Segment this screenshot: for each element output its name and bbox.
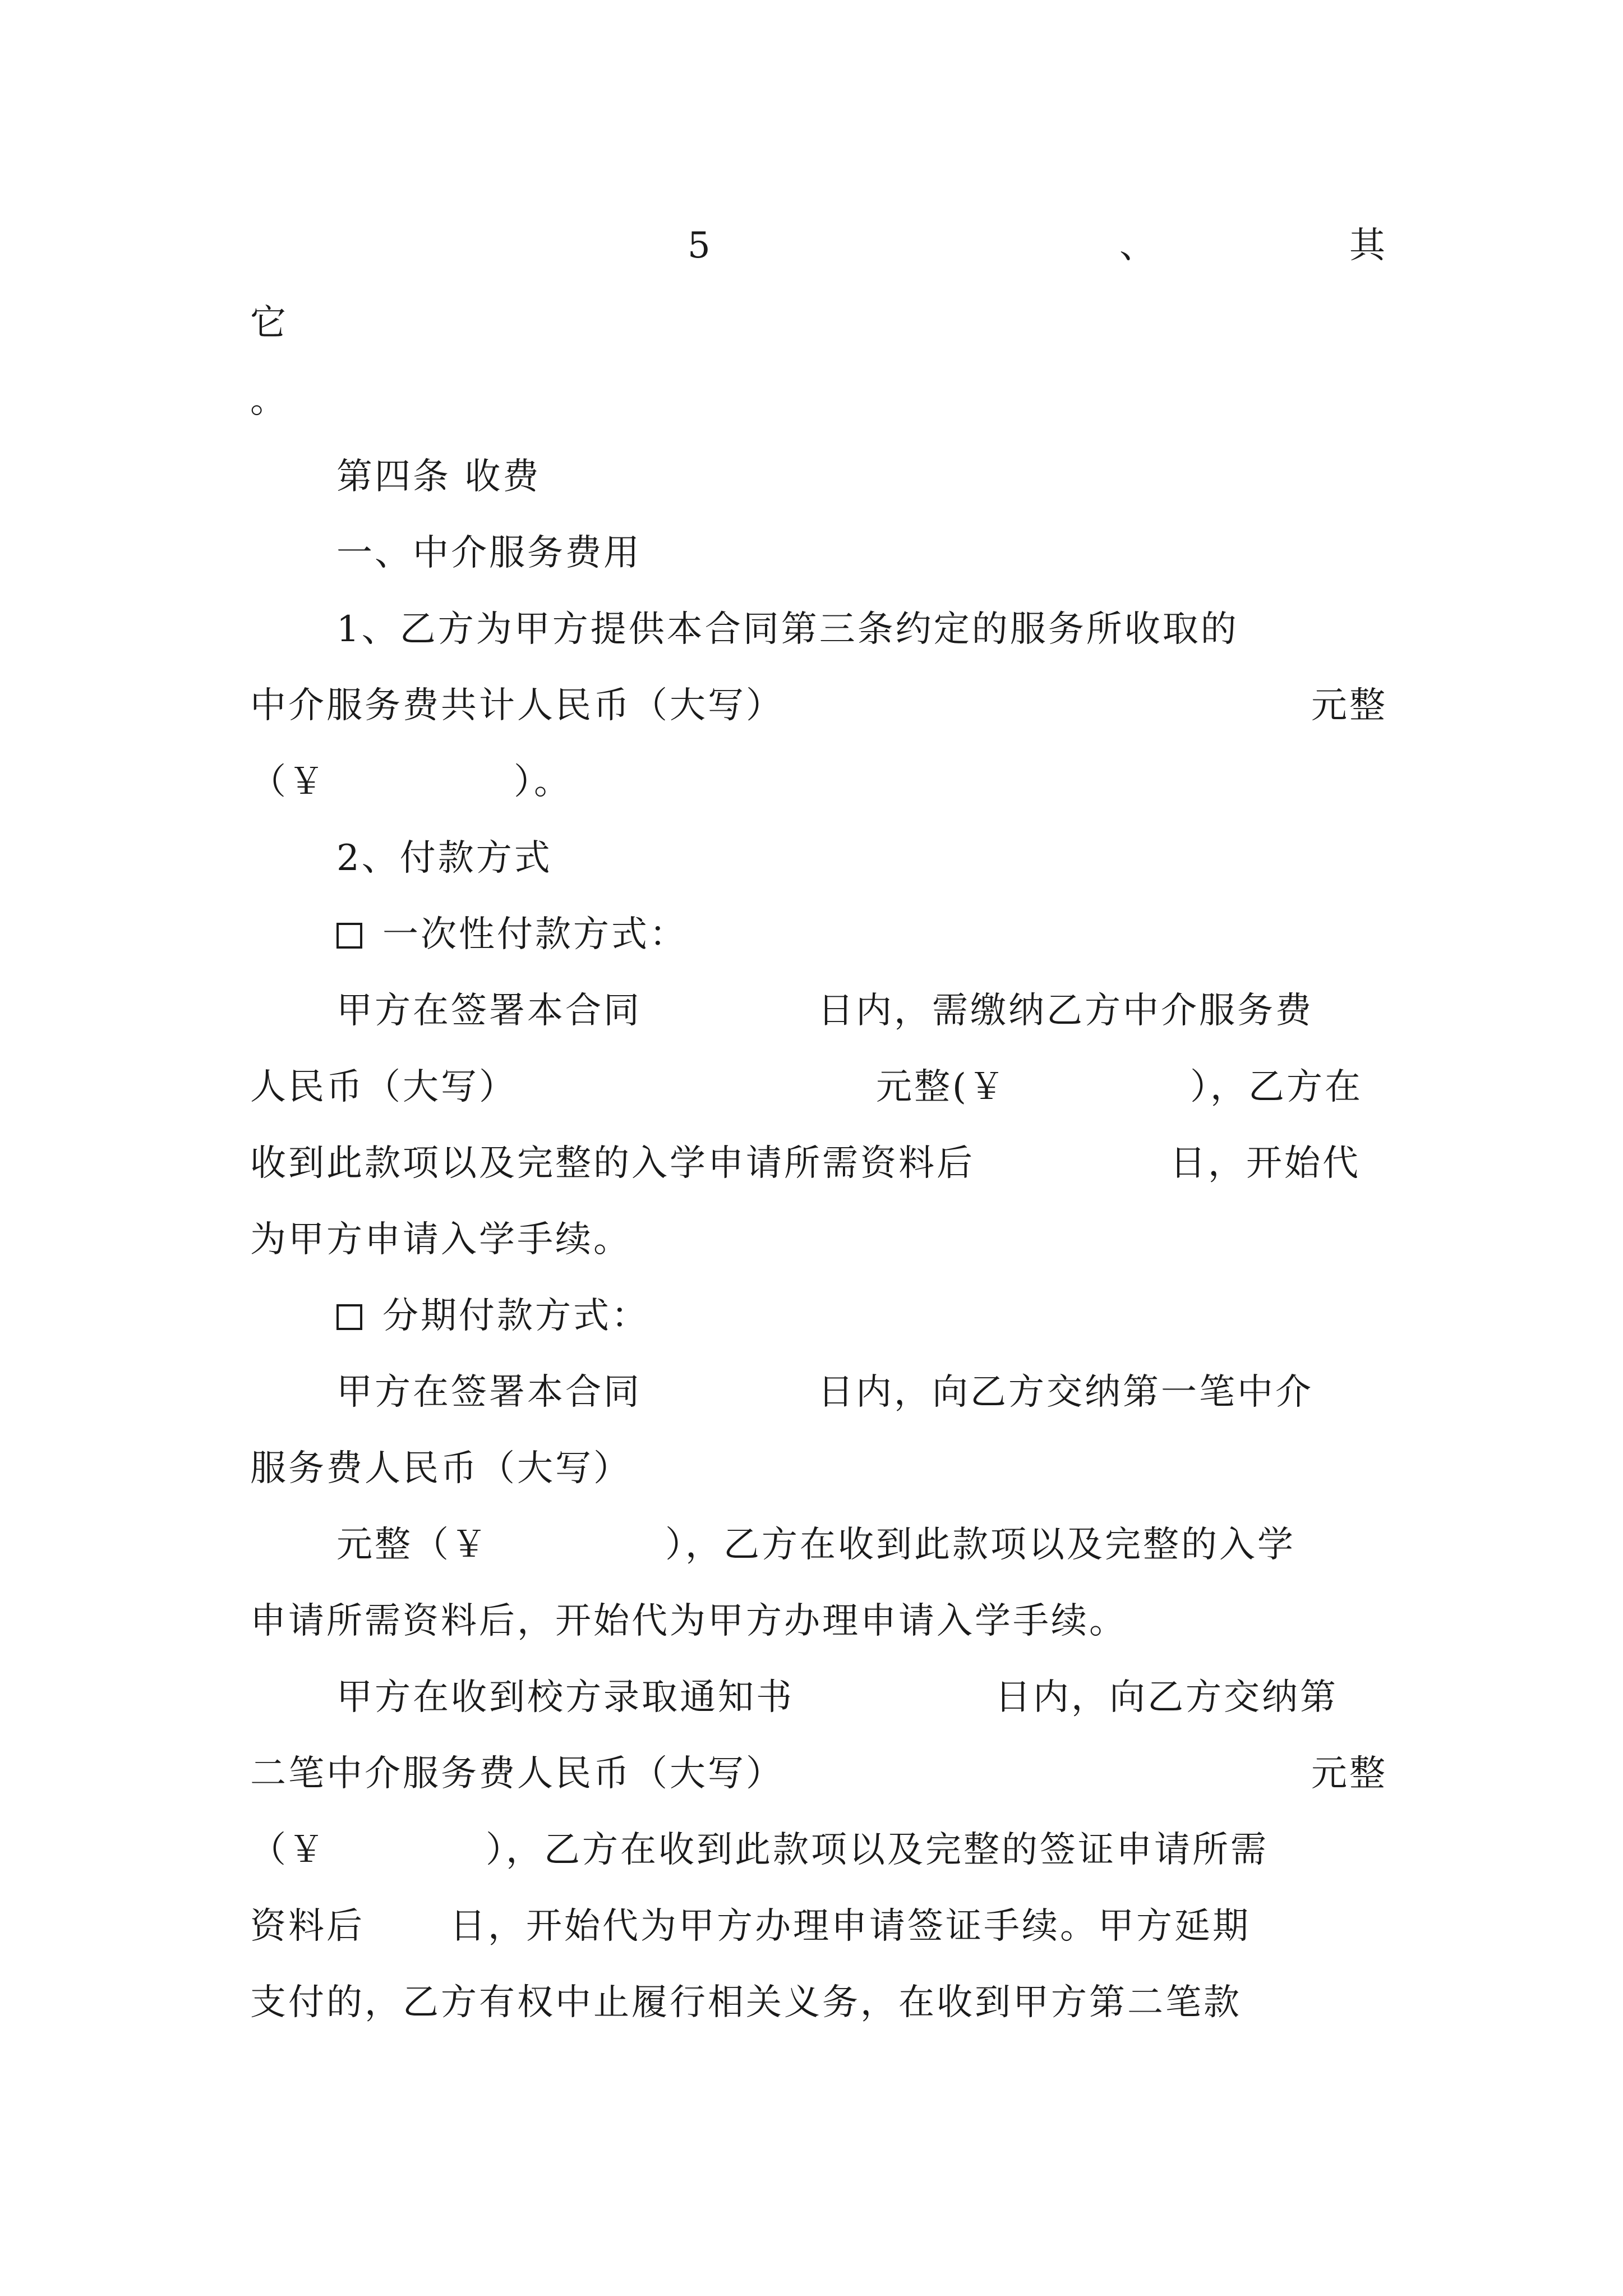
p1-line3-a: （￥	[250, 761, 326, 803]
install-line1-b: 日内，向乙方交纳第一笔中介	[818, 1372, 1313, 1413]
install-line3-b: ），乙方在收到此款项以及完整的入学	[665, 1524, 1295, 1566]
install-line4: 申请所需资料后，开始代为甲方办理申请入学手续。	[250, 1600, 1127, 1642]
install-line6	[250, 1751, 1387, 1796]
item5-number: 5	[688, 225, 713, 266]
lump-label: 一次性付款方式：	[382, 914, 688, 955]
install-line5-a: 甲方在收到校方录取通知书	[336, 1677, 794, 1718]
install-line8	[250, 1904, 1387, 1949]
install-line2: 服务费人民币（大写）	[250, 1448, 631, 1489]
install-line1-a: 甲方在签署本合同	[336, 1372, 642, 1413]
item5-text-b: 它	[250, 302, 288, 344]
p1-line3	[250, 760, 755, 804]
p1-line2-left: 中介服务费共计人民币（大写）	[250, 685, 784, 726]
install-line7-b: ），乙方在收到此款项以及完整的签证申请所需	[486, 1829, 1269, 1871]
install-label: 分期付款方式：	[382, 1295, 649, 1337]
item5-text-a: 其	[1349, 225, 1387, 266]
install-line7-a: （￥	[250, 1829, 326, 1871]
install-line6-right: 元整	[1311, 1753, 1387, 1795]
option-install-row	[336, 1294, 649, 1338]
lump-line2-b: 元整(￥	[876, 1066, 1007, 1108]
install-line7	[250, 1828, 1387, 1872]
p1-line2	[250, 683, 1387, 728]
install-line6-left: 二笔中介服务费人民币（大写）	[250, 1753, 784, 1795]
p2-heading: 2、付款方式	[336, 838, 552, 879]
article4-heading: 第四条 收费	[336, 456, 541, 498]
install-line5	[336, 1675, 1387, 1720]
install-checkbox[interactable]	[336, 1304, 362, 1330]
lump-line3-b: 日，开始代	[1170, 1143, 1361, 1184]
lump-line3	[250, 1141, 1387, 1186]
install-line8-a: 资料后	[250, 1906, 365, 1947]
install-line8-b: 日，开始代为甲方办理申请签证手续。甲方延期	[450, 1906, 1251, 1947]
lump-line1-b: 日内，需缴纳乙方中介服务费	[818, 990, 1313, 1032]
lump-checkbox[interactable]	[336, 923, 362, 949]
lump-line1	[336, 988, 1387, 1033]
lump-line1-a: 甲方在签署本合同	[336, 990, 642, 1032]
install-line5-b: 日内，向乙方交纳第	[995, 1677, 1338, 1718]
install-line1	[336, 1370, 1387, 1415]
item5-line	[250, 223, 1387, 268]
section1-heading: 一、中介服务费用	[336, 532, 642, 574]
lump-line2	[250, 1065, 1387, 1110]
install-line9: 支付的，乙方有权中止履行相关义务，在收到甲方第二笔款	[250, 1982, 1242, 2023]
install-line3-a: 元整（￥	[336, 1524, 489, 1566]
p1-line1: 1、乙方为甲方提供本合同第三条约定的服务所收取的	[336, 609, 1239, 650]
lump-line4: 为甲方申请入学手续。	[250, 1219, 631, 1260]
lump-line3-a: 收到此款项以及完整的入学申请所需资料后	[250, 1143, 975, 1184]
item5-end: 。	[250, 380, 288, 421]
p1-line2-right: 元整	[1311, 685, 1387, 726]
lump-line2-a: 人民币（大写）	[250, 1066, 517, 1108]
p1-line3-b: ）。	[514, 761, 572, 803]
install-line3	[336, 1522, 1387, 1567]
lump-line2-c: ），乙方在	[1190, 1066, 1363, 1108]
item5-separator: 、	[1119, 225, 1158, 266]
option-lump-row	[336, 912, 688, 957]
